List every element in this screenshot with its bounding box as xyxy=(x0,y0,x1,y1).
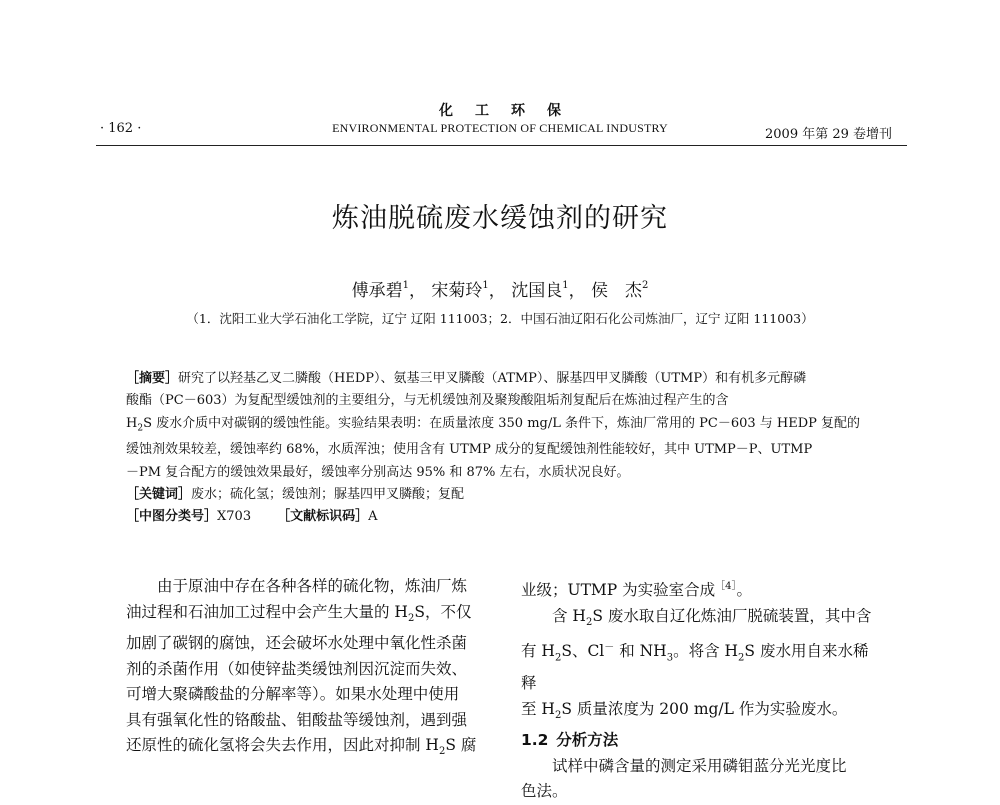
body-text: 有 H xyxy=(521,642,555,661)
abstract-line: $H_2S$ 废水介质中对碳钢的缓蚀性能。实验结果表明：在质量浓度 350 mg/L 条件下，炼油厂常用的 PC－603 与 HEDP 复配的 xyxy=(126,415,861,434)
body-text: 含 H xyxy=(552,606,586,625)
keywords-label: ［关键词］ xyxy=(126,487,192,503)
body-line: 含 $H_2S$ 废水取自辽化炼油厂脱硫装置，其中含 xyxy=(552,606,872,628)
body-line xyxy=(521,574,881,604)
journal-name-en: ENVIRONMENTAL PROTECTION OF CHEMICAL INDUSTRY xyxy=(332,121,668,135)
body-text: 至 H xyxy=(521,699,555,718)
author-list xyxy=(0,276,1000,301)
body-text: S 腐 xyxy=(445,736,477,755)
section-title: 分析方法 xyxy=(556,731,619,750)
classification-line xyxy=(126,506,886,528)
author-aff-mark: 2 xyxy=(641,280,649,291)
abstract-text: －PM 复合配方的缓蚀效果最好，缓蚀率分别高达 95% 和 87% 左右，水质状况良好。 xyxy=(126,464,630,480)
author-aff-mark: 1 xyxy=(562,280,569,291)
abstract-text: 研究了以羟基乙叉二膦酸（HEDP）、氨基三甲叉膦酸（ATMP）、脲基四甲叉膦酸（UTMP）和有机多元醇磷 xyxy=(178,371,807,386)
doc-code-label: ［文献标识码］ xyxy=(277,509,369,525)
section-number: 1.2 xyxy=(521,731,549,750)
author-aff-mark: 1 xyxy=(482,280,489,291)
citation-ref: ［4］ xyxy=(715,581,737,592)
body-text: 和 NH xyxy=(614,642,667,661)
body-text: S 质量浓度为 200 mg/L 作为实验废水。 xyxy=(561,699,848,718)
body-line: 还原性的硫化氢将会失去作用，因此对抑制 $H_2S$ 腐 xyxy=(126,736,477,758)
body-text: 业级；UTMP 为实验室合成 xyxy=(521,581,716,600)
clc-code: X703 xyxy=(217,509,252,525)
abstract-text: 缓蚀剂效果较差，缓蚀率约 68%，水质浑浊；使用含有 UTMP 成分的复配缓蚀剂性能较好，其中 UTMP－P、UTMP xyxy=(126,442,813,458)
section-heading xyxy=(521,728,881,754)
body-text: S，不仅 xyxy=(414,602,472,621)
body-text: 油过程和石油加工过程中会产生大量的 H xyxy=(126,602,408,621)
body-line: 色法。 xyxy=(521,782,568,801)
body-line: 可增大聚磷酸盐的分解率等）。如果水处理中使用 xyxy=(126,685,460,704)
issue-info: 2009 年第 29 卷增刊 xyxy=(765,127,893,142)
abstract-label: ［摘要］ xyxy=(126,371,179,386)
author-name: 侯 杰 xyxy=(590,281,642,301)
author-separator: ， xyxy=(409,281,427,301)
body-text: S、Cl xyxy=(561,642,605,661)
body-text: S 废水取自辽化炼油厂脱硫装置，其中含 xyxy=(592,606,872,625)
abstract-text: 介质中对碳钢的缓蚀性能。实验结果表明：在质量浓度 350 mg/L 条件下，炼油厂常用的 PC－603 与 HEDP 复配的 xyxy=(182,415,861,431)
body-column-left xyxy=(126,574,486,765)
body-line: 剂的杀菌作用（如使锌盐类缓蚀剂因沉淀而失效、 xyxy=(126,659,468,678)
author-name: 沈国良 xyxy=(511,281,563,301)
body-line: 具有强氧化性的铬酸盐、钼酸盐等缓蚀剂，遇到强 xyxy=(126,710,468,729)
body-line: 油过程和石油加工过程中会产生大量的 $H_2S$，不仅 xyxy=(126,602,472,624)
body-text: 。 xyxy=(736,581,753,600)
article-title: 炼油脱硫废水缓蚀剂的研究 xyxy=(332,203,668,234)
author-name: 宋菊玲 xyxy=(431,281,483,301)
clc-label: ［中图分类号］ xyxy=(126,509,218,525)
body-line: 由于原油中存在各种各样的硫化物，炼油厂炼 xyxy=(157,577,468,595)
journal-name-cn: 化工环保 xyxy=(439,103,583,119)
keywords-line xyxy=(126,484,886,506)
abstract-block xyxy=(126,368,886,529)
abstract-line xyxy=(126,368,886,390)
abstract-line xyxy=(126,462,886,484)
body-line: 试样中磷含量的测定采用磷钼蓝分光光度比 xyxy=(552,756,847,775)
abstract-line xyxy=(126,439,886,461)
body-column-right xyxy=(521,574,881,805)
body-text: 。将含 H xyxy=(673,642,739,661)
author-separator: ， xyxy=(568,281,586,301)
keywords: 废水；硫化氢；缓蚀剂；脲基四甲叉膦酸；复配 xyxy=(191,487,465,503)
body-text: S 废水用自来水稀释 xyxy=(521,642,869,692)
abstract-line xyxy=(126,390,886,412)
author-name: 傅承碧 xyxy=(351,281,403,301)
abstract-text: S 废水 xyxy=(143,415,183,431)
body-text: 还原性的硫化氢将会失去作用，因此对抑制 H xyxy=(126,736,439,755)
page-number: · 162 · xyxy=(100,121,142,136)
author-aff-mark: 1 xyxy=(402,280,410,291)
abstract-text: 酸酯（PC－603）为复配型缓蚀剂的主要组分，与无机缓蚀剂及聚羧酸阻垢剂复配后在炼油过程产生的含 xyxy=(126,393,729,409)
author-separator: ， xyxy=(488,281,506,301)
body-line: 加剧了碳钢的腐蚀，还会破坏水处理中氧化性杀菌 xyxy=(126,634,468,653)
affiliation: （1．沈阳工业大学石油化工学院，辽宁 辽阳 111003；2．中国石油辽阳石化公司炼油厂，辽宁 辽阳 111003） xyxy=(186,311,814,326)
body-line: 至 $H_2S$ 质量浓度为 200 mg/L 作为实验废水。 xyxy=(521,699,848,721)
body-line: 有 $H_2S$、Cl－ 和 $NH_3$。将含 $H_2S$ 废水用自来水稀释 xyxy=(521,642,869,692)
header-rule xyxy=(96,145,907,146)
doc-code: A xyxy=(368,509,378,525)
